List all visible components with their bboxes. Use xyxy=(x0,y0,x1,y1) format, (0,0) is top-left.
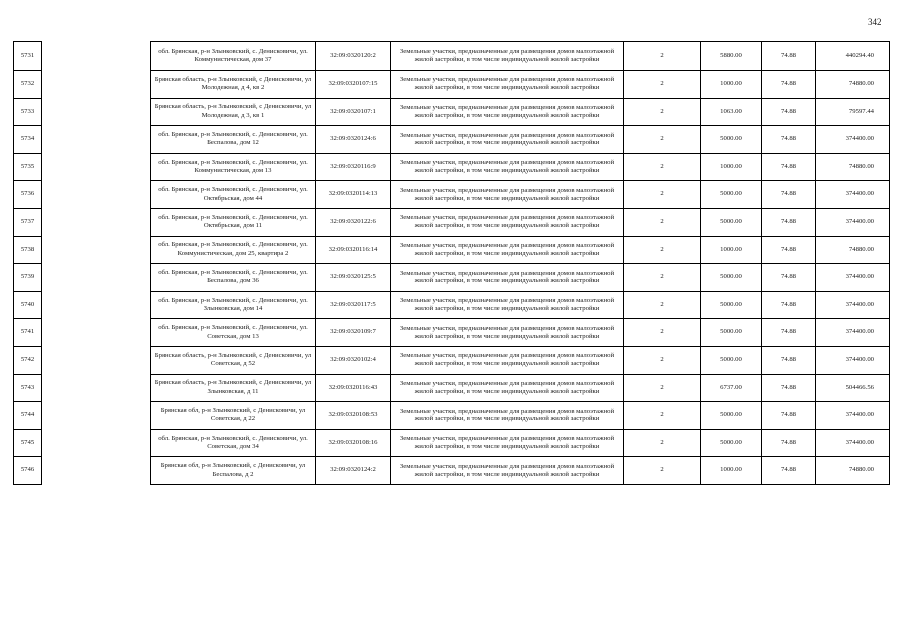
rate-cell: 74.88 xyxy=(762,71,816,99)
gap-cell xyxy=(42,126,151,154)
group-cell: 2 xyxy=(624,264,701,292)
cadastral-number-cell: 32:09:0320116:43 xyxy=(316,374,391,402)
group-cell: 2 xyxy=(624,71,701,99)
address-cell: Брянская обл, р-н Злынковский, с Денисковичи, ул Советская, д 22 xyxy=(151,402,316,430)
group-cell: 2 xyxy=(624,346,701,374)
group-cell: 2 xyxy=(624,457,701,485)
cadastral-number-cell: 32:09:0320125:5 xyxy=(316,264,391,292)
gap-cell xyxy=(42,457,151,485)
table-row xyxy=(14,402,890,430)
cadastral-value-cell: 374400.00 xyxy=(816,402,890,430)
rate-cell: 74.88 xyxy=(762,457,816,485)
table-row xyxy=(14,208,890,236)
area-cell: 6737.00 xyxy=(701,374,762,402)
rate-cell: 74.88 xyxy=(762,126,816,154)
cadastral-value-cell: 374400.00 xyxy=(816,346,890,374)
land-use-cell: Земельные участки, предназначенные для размещения домов малоэтажной жилой застройки, в том числе индивидуальной жилой застройки xyxy=(391,71,624,99)
cadastral-value-cell: 504466.56 xyxy=(816,374,890,402)
land-use-cell: Земельные участки, предназначенные для размещения домов малоэтажной жилой застройки, в том числе индивидуальной жилой застройки xyxy=(391,291,624,319)
rate-cell: 74.88 xyxy=(762,42,816,71)
area-cell: 5000.00 xyxy=(701,291,762,319)
row-number-cell: 5739 xyxy=(14,264,42,292)
land-use-cell: Земельные участки, предназначенные для размещения домов малоэтажной жилой застройки, в том числе индивидуальной жилой застройки xyxy=(391,319,624,347)
land-use-cell: Земельные участки, предназначенные для размещения домов малоэтажной жилой застройки, в том числе индивидуальной жилой застройки xyxy=(391,346,624,374)
address-cell: обл. Брянская, р-н Злынковский, с. Денисковичи, ул. Октябрьская, дом 11 xyxy=(151,208,316,236)
land-use-cell: Земельные участки, предназначенные для размещения домов малоэтажной жилой застройки, в том числе индивидуальной жилой застройки xyxy=(391,402,624,430)
gap-cell xyxy=(42,181,151,209)
row-number-cell: 5742 xyxy=(14,346,42,374)
address-cell: обл. Брянская, р-н Злынковский, с. Денисковичи, ул. Советская, дом 13 xyxy=(151,319,316,347)
area-cell: 1000.00 xyxy=(701,71,762,99)
row-number-cell: 5744 xyxy=(14,402,42,430)
row-number-cell: 5733 xyxy=(14,98,42,126)
cadastral-value-cell: 79597.44 xyxy=(816,98,890,126)
address-cell: Брянская область, р-н Злынковский, с Денисковичи, ул Молодежная, д 4, кв 2 xyxy=(151,71,316,99)
cadastral-number-cell: 32:09:0320124:2 xyxy=(316,457,391,485)
table-body xyxy=(14,42,890,485)
land-use-cell: Земельные участки, предназначенные для размещения домов малоэтажной жилой застройки, в том числе индивидуальной жилой застройки xyxy=(391,374,624,402)
row-number-cell: 5737 xyxy=(14,208,42,236)
row-number-cell: 5741 xyxy=(14,319,42,347)
land-use-cell: Земельные участки, предназначенные для размещения домов малоэтажной жилой застройки, в том числе индивидуальной жилой застройки xyxy=(391,126,624,154)
address-cell: Брянская обл, р-н Злынковский, с Денисковичи, ул Беспалова, д 2 xyxy=(151,457,316,485)
gap-cell xyxy=(42,42,151,71)
rate-cell: 74.88 xyxy=(762,98,816,126)
cadastral-number-cell: 32:09:0320109:7 xyxy=(316,319,391,347)
address-cell: обл. Брянская, р-н Злынковский, с. Денисковичи, ул. Злынковская, дом 14 xyxy=(151,291,316,319)
row-number-cell: 5731 xyxy=(14,42,42,71)
rate-cell: 74.88 xyxy=(762,208,816,236)
group-cell: 2 xyxy=(624,153,701,181)
group-cell: 2 xyxy=(624,181,701,209)
rate-cell: 74.88 xyxy=(762,346,816,374)
table-row xyxy=(14,429,890,457)
area-cell: 5000.00 xyxy=(701,319,762,347)
cadastral-number-cell: 32:09:0320122:6 xyxy=(316,208,391,236)
land-use-cell: Земельные участки, предназначенные для размещения домов малоэтажной жилой застройки, в том числе индивидуальной жилой застройки xyxy=(391,429,624,457)
gap-cell xyxy=(42,402,151,430)
cadastral-value-cell: 74880.00 xyxy=(816,71,890,99)
gap-cell xyxy=(42,208,151,236)
area-cell: 1000.00 xyxy=(701,236,762,264)
rate-cell: 74.88 xyxy=(762,374,816,402)
rate-cell: 74.88 xyxy=(762,236,816,264)
gap-cell xyxy=(42,236,151,264)
row-number-cell: 5745 xyxy=(14,429,42,457)
table-row xyxy=(14,42,890,71)
area-cell: 5000.00 xyxy=(701,264,762,292)
area-cell: 5000.00 xyxy=(701,346,762,374)
area-cell: 1000.00 xyxy=(701,153,762,181)
group-cell: 2 xyxy=(624,319,701,347)
gap-cell xyxy=(42,319,151,347)
table-row xyxy=(14,291,890,319)
table-row xyxy=(14,181,890,209)
gap-cell xyxy=(42,98,151,126)
row-number-cell: 5743 xyxy=(14,374,42,402)
address-cell: обл. Брянская, р-н Злынковский, с. Денисковичи, ул. Коммунистическая, дом 13 xyxy=(151,153,316,181)
row-number-cell: 5740 xyxy=(14,291,42,319)
group-cell: 2 xyxy=(624,236,701,264)
group-cell: 2 xyxy=(624,402,701,430)
cadastral-value-cell: 374400.00 xyxy=(816,264,890,292)
group-cell: 2 xyxy=(624,126,701,154)
gap-cell xyxy=(42,429,151,457)
cadastral-number-cell: 32:09:0320107:15 xyxy=(316,71,391,99)
table-row xyxy=(14,264,890,292)
row-number-cell: 5735 xyxy=(14,153,42,181)
area-cell: 1063.00 xyxy=(701,98,762,126)
table-row xyxy=(14,98,890,126)
area-cell: 5000.00 xyxy=(701,402,762,430)
gap-cell xyxy=(42,71,151,99)
land-use-cell: Земельные участки, предназначенные для размещения домов малоэтажной жилой застройки, в том числе индивидуальной жилой застройки xyxy=(391,208,624,236)
address-cell: обл. Брянская, р-н Злынковский, с. Денисковичи, ул. Октябрьская, дом 44 xyxy=(151,181,316,209)
group-cell: 2 xyxy=(624,429,701,457)
group-cell: 2 xyxy=(624,208,701,236)
land-use-cell: Земельные участки, предназначенные для размещения домов малоэтажной жилой застройки, в том числе индивидуальной жилой застройки xyxy=(391,153,624,181)
area-cell: 5000.00 xyxy=(701,181,762,209)
cadastral-number-cell: 32:09:0320116:9 xyxy=(316,153,391,181)
table-row xyxy=(14,319,890,347)
row-number-cell: 5736 xyxy=(14,181,42,209)
address-cell: обл. Брянская, р-н Злынковский, с. Денисковичи, ул. Советская, дом 34 xyxy=(151,429,316,457)
area-cell: 5000.00 xyxy=(701,208,762,236)
rate-cell: 74.88 xyxy=(762,291,816,319)
land-use-cell: Земельные участки, предназначенные для размещения домов малоэтажной жилой застройки, в том числе индивидуальной жилой застройки xyxy=(391,42,624,71)
row-number-cell: 5738 xyxy=(14,236,42,264)
cadastral-value-cell: 374400.00 xyxy=(816,126,890,154)
table-row xyxy=(14,346,890,374)
address-cell: обл. Брянская, р-н Злынковский, с. Денисковичи, ул. Беспалова, дом 36 xyxy=(151,264,316,292)
cadastral-number-cell: 32:09:0320117:5 xyxy=(316,291,391,319)
row-number-cell: 5734 xyxy=(14,126,42,154)
rate-cell: 74.88 xyxy=(762,264,816,292)
cadastral-number-cell: 32:09:0320116:14 xyxy=(316,236,391,264)
table-row xyxy=(14,236,890,264)
cadastral-value-cell: 374400.00 xyxy=(816,181,890,209)
cadastral-value-cell: 374400.00 xyxy=(816,319,890,347)
rate-cell: 74.88 xyxy=(762,429,816,457)
address-cell: Брянская область, р-н Злынковский, с Денисковичи, ул Злынковская, д 11 xyxy=(151,374,316,402)
address-cell: Брянская область, р-н Злынковский, с Денисковичи, ул Советская, д 52 xyxy=(151,346,316,374)
area-cell: 1000.00 xyxy=(701,457,762,485)
address-cell: обл. Брянская, р-н Злынковский, с. Денисковичи, ул. Коммунистическая, дом 37 xyxy=(151,42,316,71)
row-number-cell: 5732 xyxy=(14,71,42,99)
cadastral-number-cell: 32:09:0320120:2 xyxy=(316,42,391,71)
address-cell: Брянская область, р-н Злынковский, с Денисковичи, ул Молодежная, д 3, кв 1 xyxy=(151,98,316,126)
table-row xyxy=(14,457,890,485)
cadastral-value-cell: 74880.00 xyxy=(816,153,890,181)
address-cell: обл. Брянская, р-н Злынковский, с. Денисковичи, ул. Беспалова, дом 12 xyxy=(151,126,316,154)
cadastral-number-cell: 32:09:0320102:4 xyxy=(316,346,391,374)
cadastral-value-cell: 374400.00 xyxy=(816,208,890,236)
rate-cell: 74.88 xyxy=(762,153,816,181)
gap-cell xyxy=(42,153,151,181)
table-row xyxy=(14,374,890,402)
group-cell: 2 xyxy=(624,374,701,402)
group-cell: 2 xyxy=(624,42,701,71)
gap-cell xyxy=(42,264,151,292)
group-cell: 2 xyxy=(624,291,701,319)
cadastral-number-cell: 32:09:0320108:16 xyxy=(316,429,391,457)
cadastral-value-cell: 374400.00 xyxy=(816,291,890,319)
land-use-cell: Земельные участки, предназначенные для размещения домов малоэтажной жилой застройки, в том числе индивидуальной жилой застройки xyxy=(391,264,624,292)
cadastral-value-cell: 374400.00 xyxy=(816,429,890,457)
address-cell: обл. Брянская, р-н Злынковский, с. Денисковичи, ул. Коммунистическая, дом 25, квартира 2 xyxy=(151,236,316,264)
cadastral-value-cell: 74880.00 xyxy=(816,236,890,264)
gap-cell xyxy=(42,374,151,402)
row-number-cell: 5746 xyxy=(14,457,42,485)
page-number: 342 xyxy=(868,17,882,27)
cadastral-value-table xyxy=(13,41,890,485)
cadastral-value-cell: 440294.40 xyxy=(816,42,890,71)
area-cell: 5880.00 xyxy=(701,42,762,71)
land-use-cell: Земельные участки, предназначенные для размещения домов малоэтажной жилой застройки, в том числе индивидуальной жилой застройки xyxy=(391,236,624,264)
land-use-cell: Земельные участки, предназначенные для размещения домов малоэтажной жилой застройки, в том числе индивидуальной жилой застройки xyxy=(391,98,624,126)
cadastral-number-cell: 32:09:0320114:13 xyxy=(316,181,391,209)
cadastral-value-cell: 74880.00 xyxy=(816,457,890,485)
table-row xyxy=(14,153,890,181)
gap-cell xyxy=(42,291,151,319)
cadastral-number-cell: 32:09:0320107:1 xyxy=(316,98,391,126)
land-use-cell: Земельные участки, предназначенные для размещения домов малоэтажной жилой застройки, в том числе индивидуальной жилой застройки xyxy=(391,181,624,209)
rate-cell: 74.88 xyxy=(762,181,816,209)
rate-cell: 74.88 xyxy=(762,402,816,430)
group-cell: 2 xyxy=(624,98,701,126)
table-row xyxy=(14,126,890,154)
rate-cell: 74.88 xyxy=(762,319,816,347)
gap-cell xyxy=(42,346,151,374)
table-row xyxy=(14,71,890,99)
cadastral-number-cell: 32:09:0320124:6 xyxy=(316,126,391,154)
area-cell: 5000.00 xyxy=(701,126,762,154)
cadastral-number-cell: 32:09:0320108:53 xyxy=(316,402,391,430)
land-use-cell: Земельные участки, предназначенные для размещения домов малоэтажной жилой застройки, в том числе индивидуальной жилой застройки xyxy=(391,457,624,485)
area-cell: 5000.00 xyxy=(701,429,762,457)
